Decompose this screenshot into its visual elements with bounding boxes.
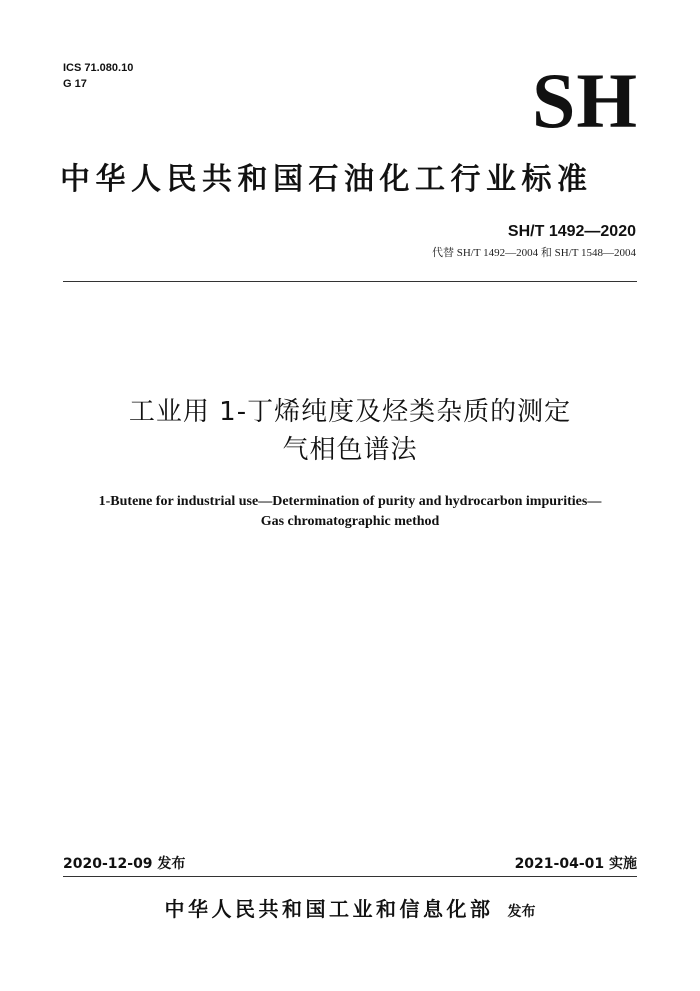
chinese-title: [40, 393, 660, 469]
header-divider: [63, 281, 637, 282]
ics-code: ICS 71.080.10: [63, 62, 134, 74]
implementation-date: 2021-04-01 实施: [514, 856, 637, 872]
english-title-line-1: 1-Butene for industrial use—Determination of purity and hydrocarbon impurities—: [98, 494, 602, 509]
english-title-line-2: Gas chromatographic method: [260, 514, 440, 529]
organization-title: 中华人民共和国石油化工行业标准: [60, 162, 593, 197]
footer-divider: [63, 876, 637, 877]
chinese-title-line-2: 气相色谱法: [282, 435, 418, 465]
english-title: [30, 492, 670, 532]
issue-date: 2020-12-09 发布: [63, 856, 186, 872]
publisher: [60, 893, 640, 922]
sh-logo: SH: [531, 57, 638, 144]
publisher-suffix: 发布: [507, 904, 536, 920]
standard-number: SH/T 1492—2020: [507, 223, 636, 240]
chinese-title-line-1: 工业用 1-丁烯纯度及烃类杂质的测定: [128, 397, 572, 427]
replaces-note: 代替 SH/T 1492—2004 和 SH/T 1548—2004: [431, 247, 636, 259]
ccs-code: G 17: [63, 78, 87, 90]
publisher-name: 中华人民共和国工业和信息化部: [164, 897, 494, 921]
classification-codes: [63, 60, 133, 92]
